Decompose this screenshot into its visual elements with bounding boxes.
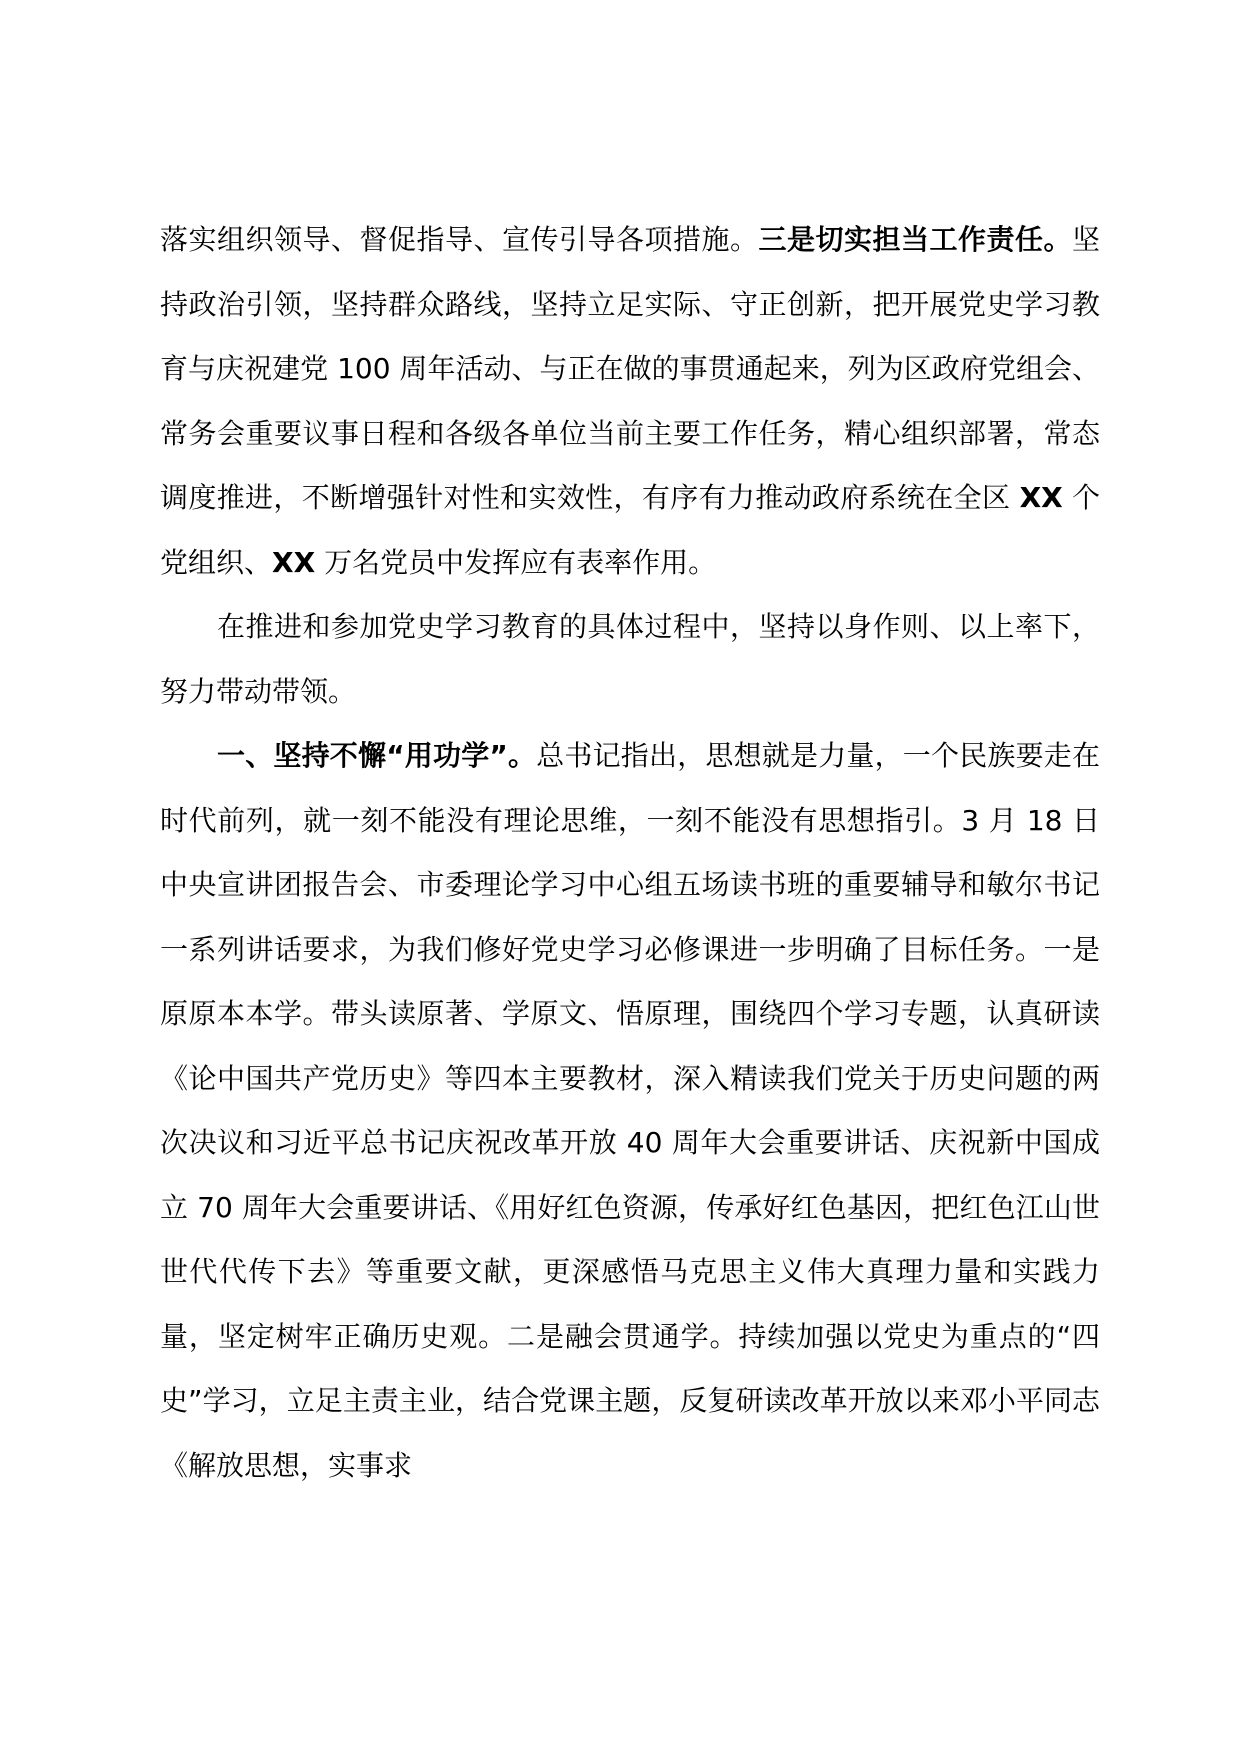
paragraph-2 [160, 595, 1100, 724]
text-run: 个党组织、 [160, 481, 1100, 579]
text-run: 万名党员中发挥应有表率作用。 [315, 545, 717, 579]
bold-placeholder-run: XX [1019, 481, 1063, 514]
text-run: 坚持政治引领，坚持群众路线，坚持立足实际、守正创新，把开展党史学习教育与庆祝建党 100 周年活动、与正在做的事贯通起来，列为区政府党组会、常务会重要议事日程和各级各单位当前主要工作任务，精心组织部署，常态调度推进，不断增强针对性和实效性，有序有力推动政府系统在全区 [160, 223, 1100, 514]
bold-heading-run: 一、坚持不懈“用功学”。 [217, 739, 537, 772]
paragraph-1 [160, 208, 1100, 595]
bold-heading-run: 三是切实担当工作责任。 [758, 223, 1072, 256]
document-body [160, 208, 1100, 1498]
text-run: 总书记指出，思想就是力量，一个民族要走在时代前列，就一刻不能没有理论思维，一刻不能没有思想指引。3 月 18 日中央宣讲团报告会、市委理论学习中心组五场读书班的重要辅导和敏尔书记一系列讲话要求，为我们修好党史学习必修课进一步明确了目标任务。一是原原本本学。带头读原著、学原文、悟原理，围绕四个学习专题，认真研读《论中国共产党历史》等四本主要教材，深入精读我们党关于历史问题的两次决议和习近平总书记庆祝改革开放 40 周年大会重要讲话、庆祝新中国成立 70 周年大会重要讲话、《用好红色资源，传承好红色基因，把红色江山世世代代传下去》等重要文献，更深感悟马克思主义伟大真理力量和实践力量，坚定树牢正确历史观。二是融会贯通学。持续加强以党史为重点的“四史”学习，立足主责主业，结合党课主题，反复研读改革开放以来邓小平同志《解放思想，实事求 [160, 739, 1100, 1482]
text-run: 落实组织领导、督促指导、宣传引导各项措施。 [160, 223, 759, 256]
text-run: 在推进和参加党史学习教育的具体过程中，坚持以身作则、以上率下，努力带动带领。 [160, 610, 1100, 708]
paragraph-3 [160, 724, 1100, 1498]
bold-placeholder-run: XX [272, 545, 316, 579]
